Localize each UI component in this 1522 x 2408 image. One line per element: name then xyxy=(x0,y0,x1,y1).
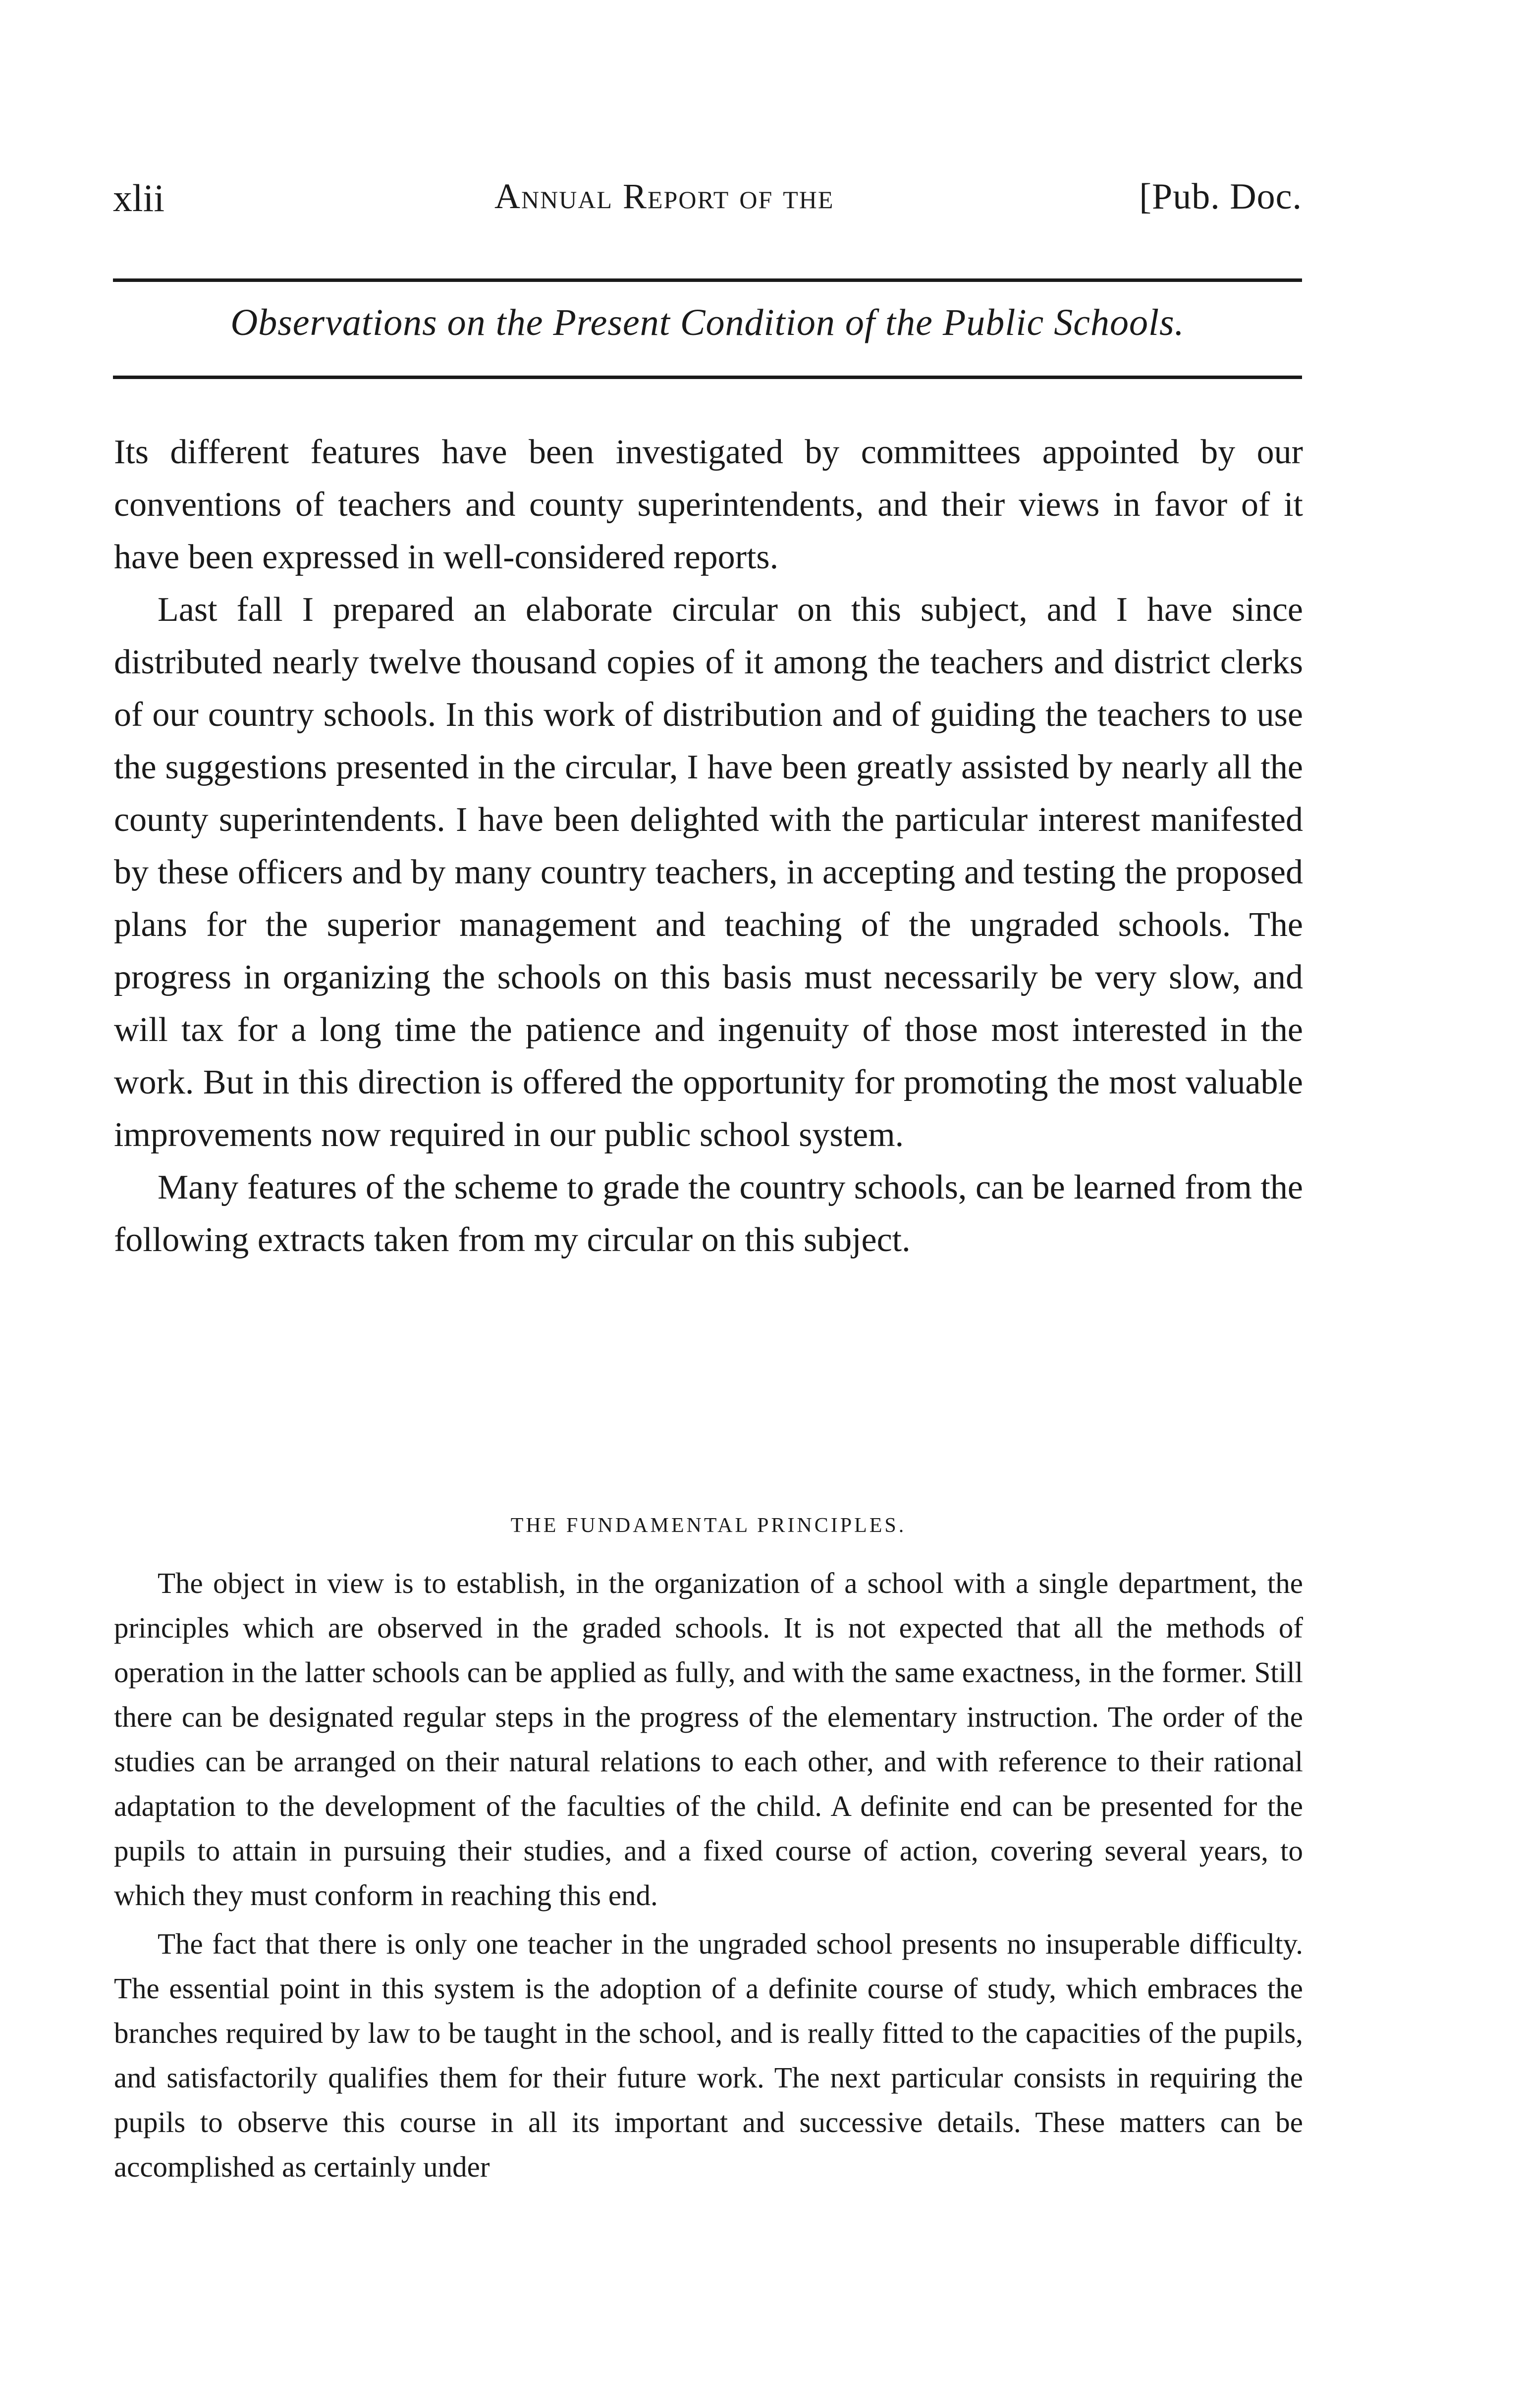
paragraph-2: Last fall I prepared an elaborate circular on this subject, and I have since distributed nearly twelve thousand copies of it among the teachers and district clerks of our country schools. In this work of distribution and of guiding the teachers to use the suggestions presented in the circular, I have been greatly assisted by nearly all the county superintendents. I have been delighted with the particular interest manifested by these officers and by many country teachers, in accepting and testing the proposed plans for the superior management and teaching of the ungraded schools. The progress in organizing the schools on this basis must necessarily be very slow, and will tax for a long time the patience and ingenuity of those most interested in the work. But in this direction is offered the opportunity for promoting the most valuable improvements now required in our public school system. xyxy=(114,591,1303,1154)
section-title: Observations on the Present Condition of the Public Schools. xyxy=(230,302,1185,343)
page-header xyxy=(113,176,1302,230)
document-designation: [Pub. Doc. xyxy=(1139,176,1302,217)
extract-paragraph-1: The object in view is to establish, in the organization of a school with a single department, the principles which are observed in the graded schools. It is not expected that all the methods of operation in the latter schools can be applied as fully, and with the same exactness, in the former. Still there can be designated regular steps in the progress of the elementary instruction. The order of the studies can be arranged on their natural relations to each other, and with reference to their rational adaptation to the development of the faculties of the child. A definite end can be presented for the pupils to attain in pursuing their studies, and a fixed course of action, covering several years, to which they must conform in reaching this end. xyxy=(114,1567,1303,1912)
page-number: xlii xyxy=(113,176,165,219)
extract-heading: THE FUNDAMENTAL PRINCIPLES. xyxy=(510,1514,907,1537)
running-title: Annual Report of the xyxy=(494,176,834,216)
extract-text xyxy=(114,1561,1303,2189)
top-rule xyxy=(113,278,1302,282)
paragraph-1: Its different features have been investigated by committees appointed by our conventions of teachers and county superintendents, and their views in favor of it have been expressed in well-considered reports. xyxy=(114,433,1303,576)
body-text xyxy=(114,426,1303,1266)
bottom-rule xyxy=(113,376,1302,379)
extract-paragraph-2: The fact that there is only one teacher in the ungraded school presents no insuperable difficulty. The essential point in this system is the adoption of a definite course of study, which embraces the branches required by law to be taught in the school, and is really fitted to the capacities of the pupils, and satisfactorily qualifies them for their future work. The next particular consists in requiring the pupils to observe this course in all its important and successive details. These matters can be accomplished as certainly under xyxy=(114,1927,1303,2183)
paragraph-3: Many features of the scheme to grade the country schools, can be learned from the following extracts taken from my circular on this subject. xyxy=(114,1168,1303,1259)
